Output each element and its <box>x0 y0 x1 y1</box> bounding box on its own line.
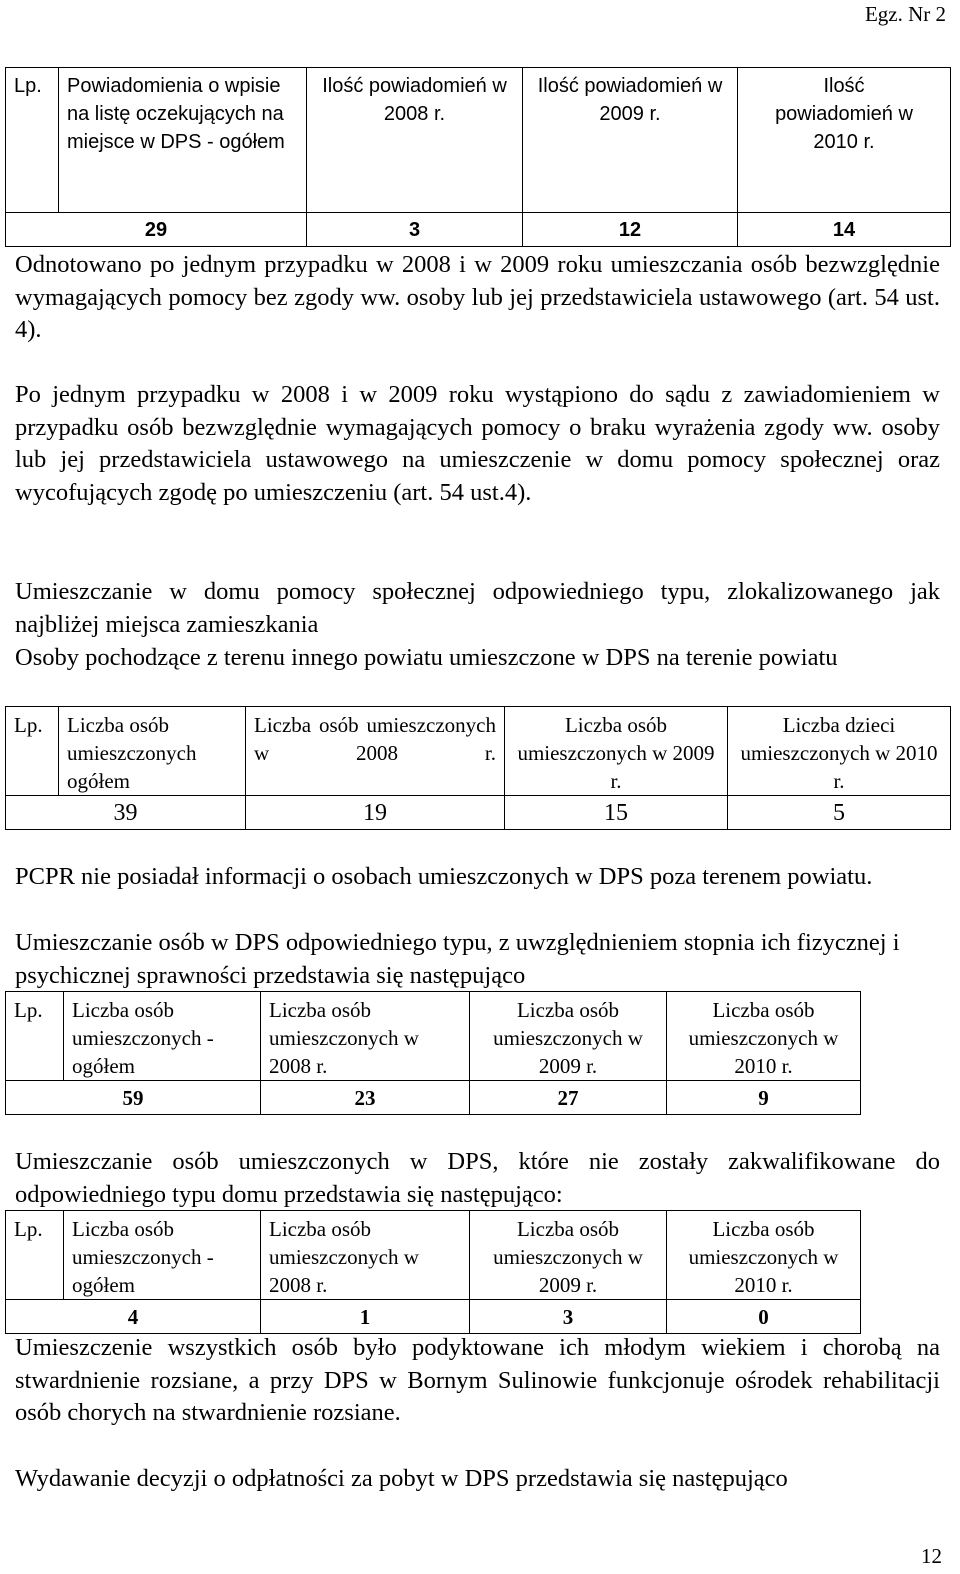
paragraph-fee-decisions: Wydawanie decyzji o odpłatności za pobyt w DPS przedstawia się następująco <box>15 1465 788 1492</box>
cell-2009: 12 <box>523 213 738 247</box>
table-header-row <box>6 68 951 213</box>
cell-total: 29 <box>6 213 307 247</box>
column-header-2009: Liczba osób umieszczonych w 2009 r. <box>517 713 715 793</box>
table-row <box>6 213 951 247</box>
column-header-2010: Liczba osób umieszczonych w 2010 r. <box>688 1217 839 1297</box>
copy-number-label: Egz. Nr 2 <box>864 2 946 26</box>
waitlist-notifications-table <box>5 67 951 247</box>
column-header-2010: Liczba osób umieszczonych w 2010 r. <box>688 998 839 1078</box>
column-header-total: Liczba osób umieszczonych - ogółem <box>72 998 214 1078</box>
table-row <box>6 1300 861 1334</box>
cell-2009: 15 <box>505 796 728 830</box>
column-header-2009: Ilość powiadomień w 2009 r. <box>537 75 723 125</box>
paragraph-other-county-persons: Osoby pochodzące z terenu innego powiatu umieszczone w DPS na terenie powiatu <box>15 644 838 671</box>
column-header-2010: Liczba dzieci umieszczonych w 2010 r. <box>740 713 938 793</box>
cell-2010: 9 <box>667 1081 861 1115</box>
cell-2008: 23 <box>261 1081 470 1115</box>
column-header-2010: Ilość powiadomień w 2010 r. <box>775 75 913 153</box>
column-header-2008: Ilość powiadomień w 2008 r. <box>322 75 507 125</box>
column-header-total: Liczba osób umieszczonych - ogółem <box>72 1217 214 1297</box>
cell-2010: 0 <box>667 1300 861 1334</box>
paragraph-placement-by-fitness: Umieszczanie osób w DPS odpowiedniego typu, z uwzględnieniem stopnia ich fizycznej i psychicznej sprawności przedstawia się następująco <box>15 929 900 989</box>
placed-persons-table <box>5 706 951 830</box>
cell-2008: 1 <box>261 1300 470 1334</box>
column-header-lp: Lp. <box>14 1217 43 1241</box>
cell-total: 4 <box>6 1300 261 1334</box>
column-header-2009: Liczba osób umieszczonych w 2009 r. <box>493 998 643 1078</box>
table-row <box>6 1081 861 1115</box>
placement-by-type-table <box>5 991 861 1115</box>
paragraph-pcpr-no-information: PCPR nie posiadał informacji o osobach umieszczonych w DPS poza terenem powiatu. <box>15 863 873 890</box>
table-row <box>6 796 951 830</box>
cell-total: 39 <box>6 796 246 830</box>
cell-2010: 5 <box>728 796 951 830</box>
column-header-lp: Lp. <box>14 998 43 1022</box>
paragraph-court-notification: Po jednym przypadku w 2008 i w 2009 roku wystąpiono do sądu z zawiadomieniem w przypadku osób bezwzględnie wymagających pomocy o braku wyrażenia zgody ww. osoby lub jej przedstawiciela ustawowego na umieszczenie w domu pomocy społecznej oraz wycofujących zgodę po umieszczeniu (art. 54 ust.4). <box>15 381 940 507</box>
paragraph-ms-rehabilitation: Umieszczenie wszystkich osób było podyktowane ich młodym wiekiem i chorobą na stwardnienie rozsiane, a przy DPS w Bornym Sulinowie funkcjonuje ośrodek rehabilitacji osób chorych na stwardnienie rozsiane. <box>15 1334 940 1427</box>
column-header-2008: Liczba osób umieszczonych w 2008 r. <box>254 713 496 765</box>
column-header-2008: Liczba osób umieszczonych w 2008 r. <box>269 998 419 1078</box>
column-header-2008: Liczba osób umieszczonych w 2008 r. <box>269 1217 419 1297</box>
cell-total: 59 <box>6 1081 261 1115</box>
column-header-lp: Lp. <box>14 713 43 737</box>
paragraph-placement-without-consent: Odnotowano po jednym przypadku w 2008 i w 2009 roku umieszczania osób bezwzględnie wymagających pomocy bez zgody ww. osoby lub jej przedstawiciela ustawowego (art. 54 ust. 4). <box>15 251 940 344</box>
column-header-total: Powiadomienia o wpisie na listę oczekujących na miejsce w DPS - ogółem <box>67 75 285 153</box>
cell-2009: 3 <box>470 1300 667 1334</box>
page-number: 12 <box>921 1544 942 1568</box>
cell-2008: 19 <box>246 796 505 830</box>
paragraph-not-qualified-placement: Umieszczanie osób umieszczonych w DPS, które nie zostały zakwalifikowane do odpowiedniego typu domu przedstawia się następująco: <box>15 1148 940 1208</box>
not-qualified-placement-table <box>5 1210 861 1334</box>
table-header-row <box>6 707 951 796</box>
column-header-2009: Liczba osób umieszczonych w 2009 r. <box>493 1217 643 1297</box>
column-header-total: Liczba osób umieszczonych ogółem <box>67 713 197 793</box>
cell-2009: 27 <box>470 1081 667 1115</box>
cell-2010: 14 <box>738 213 951 247</box>
column-header-lp: Lp. <box>14 75 42 97</box>
table-header-row <box>6 992 861 1081</box>
paragraph-placement-near-residence: Umieszczanie w domu pomocy społecznej odpowiedniego typu, zlokalizowanego jak najbliżej miejsca zamieszkania <box>15 578 940 638</box>
table-header-row <box>6 1211 861 1300</box>
cell-2008: 3 <box>307 213 523 247</box>
